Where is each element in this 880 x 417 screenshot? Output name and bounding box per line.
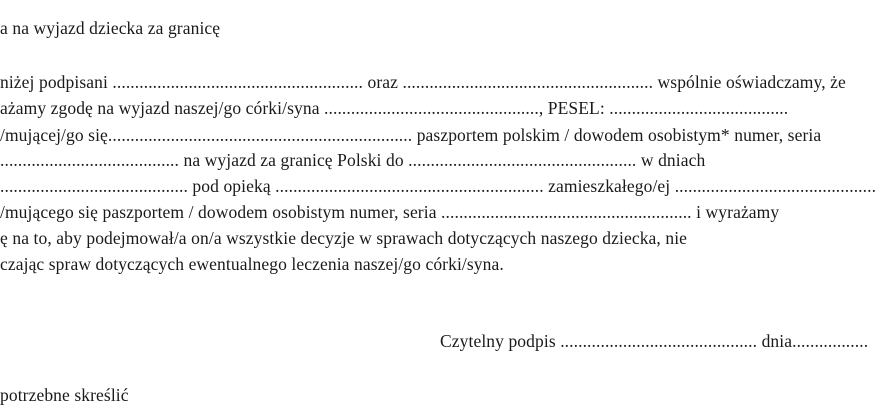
body-line-8: czając spraw dotyczących ewentualnego leczenia naszej/go córki/syna. [0, 254, 504, 274]
footnote: potrzebne skreślić [0, 385, 129, 405]
body-line-7: ę na to, aby podejmował/a on/a wszystkie decyzje w sprawach dotyczących naszego dziecka, nie [0, 228, 688, 248]
document-heading: a na wyjazd dziecka za granicę [0, 18, 221, 38]
body-line-4: ........................................ na wyjazd za granicę Polski do ................................................... w dniach [0, 150, 706, 170]
body-line-6: /mującego się paszportem / dowodem osobistym numer, seria ........................................................ i wyrażamy [0, 202, 780, 222]
body-line-1: niżej podpisani ........................................................ oraz ........................................................ wspólnie oświadczamy, że [0, 72, 846, 92]
body-line-5: .......................................... pod opieką ............................................................ zamieszkałego/ej ............................................. [0, 176, 877, 196]
body-line-3: /mującej/go się.................................................................... paszportem polskim / dowodem osobistym* numer, seria [0, 125, 822, 145]
body-line-2: ażamy zgodę na wyjazd naszej/go córki/syna ................................................, PESEL: ........................................ [0, 98, 789, 118]
signature-line: Czytelny podpis ............................................ dnia................. [440, 331, 869, 351]
